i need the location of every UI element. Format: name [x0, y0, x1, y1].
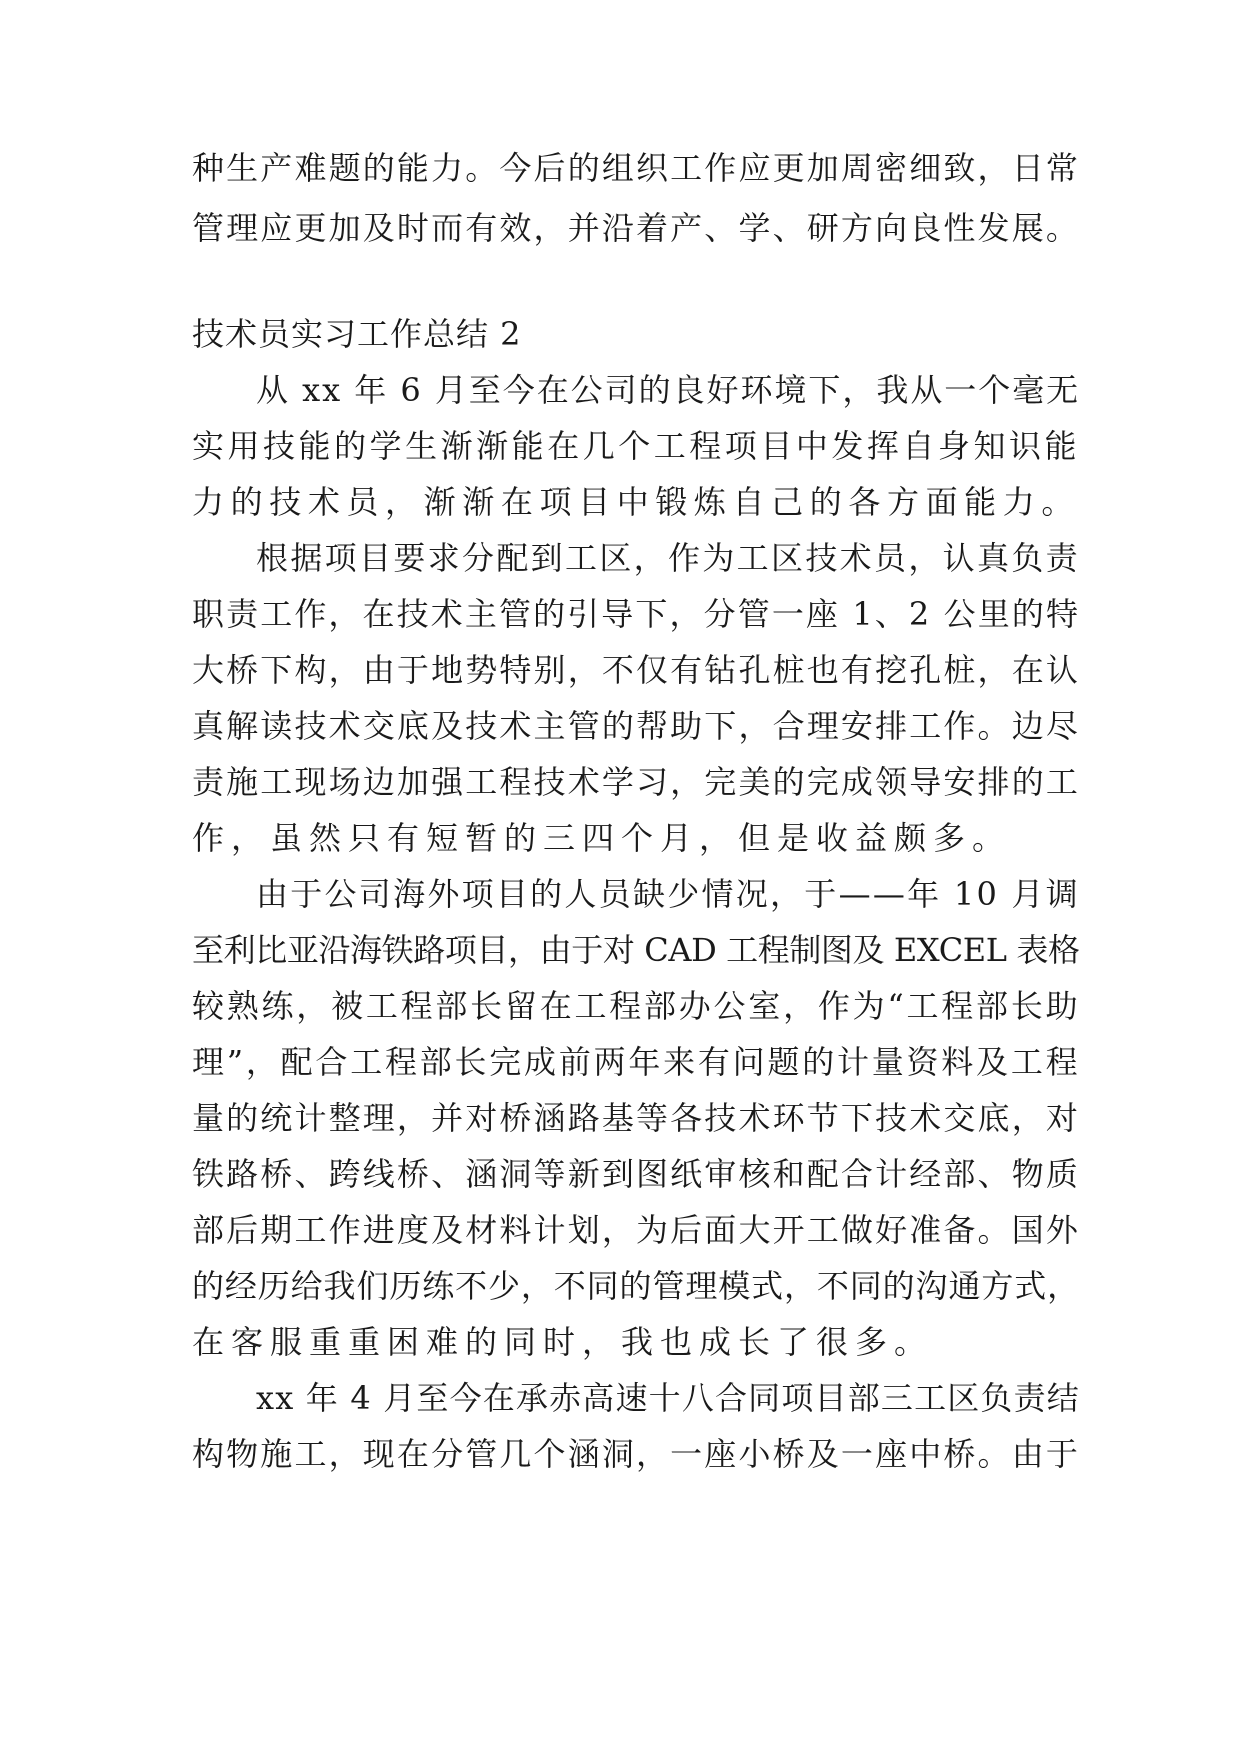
paragraph-4-line-2: 构物施工，现在分管几个涵洞，一座小桥及一座中桥。由于	[192, 1435, 1081, 1473]
intro-line-2: 管理应更加及时而有效，并沿着产、学、研方向良性发展。	[192, 209, 1081, 247]
paragraph-3-line-6: 铁路桥、跨线桥、涵洞等新到图纸审核和配合计经部、物质	[192, 1155, 1081, 1193]
paragraph-1-line-1: 从 xx 年 6 月至今在公司的良好环境下，我从一个毫无	[256, 371, 1081, 409]
paragraph-1-line-2: 实用技能的学生渐渐能在几个工程项目中发挥自身知识能	[192, 427, 1081, 465]
paragraph-1-line-3: 力的技术员，渐渐在项目中锻炼自己的各方面能力。	[192, 483, 1081, 521]
paragraph-2-line-3: 大桥下构，由于地势特别，不仅有钻孔桩也有挖孔桩，在认	[192, 651, 1081, 689]
paragraph-3-line-5: 量的统计整理，并对桥涵路基等各技术环节下技术交底，对	[192, 1099, 1081, 1137]
intro-line-1: 种生产难题的能力。今后的组织工作应更加周密细致，日常	[192, 149, 1081, 187]
paragraph-4-line-1: xx 年 4 月至今在承赤高速十八合同项目部三工区负责结	[256, 1379, 1080, 1417]
section-title: 技术员实习工作总结 2	[192, 315, 522, 353]
paragraph-3-line-7: 部后期工作进度及材料计划，为后面大开工做好准备。国外	[192, 1211, 1081, 1249]
paragraph-3-line-9: 在客服重重困难的同时，我也成长了很多。	[192, 1323, 934, 1361]
paragraph-2-line-2: 职责工作，在技术主管的引导下，分管一座 1、2 公里的特	[192, 595, 1081, 633]
paragraph-2-line-1: 根据项目要求分配到工区，作为工区技术员，认真负责	[256, 539, 1081, 577]
paragraph-3-line-2: 至利比亚沿海铁路项目，由于对 CAD 工程制图及 EXCEL 表格	[192, 931, 1080, 969]
paragraph-3-line-4: 理”，配合工程部长完成前两年来有问题的计量资料及工程	[192, 1043, 1081, 1081]
paragraph-3-line-1: 由于公司海外项目的人员缺少情况，于——年 10 月调	[256, 875, 1081, 913]
paragraph-2-line-5: 责施工现场边加强工程技术学习，完美的完成领导安排的工	[192, 763, 1081, 801]
paragraph-3-line-8: 的经历给我们历练不少，不同的管理模式，不同的沟通方式，	[192, 1267, 1081, 1305]
paragraph-3-line-3: 较熟练，被工程部长留在工程部办公室，作为“工程部长助	[192, 987, 1081, 1025]
paragraph-2-line-4: 真解读技术交底及技术主管的帮助下，合理安排工作。边尽	[192, 707, 1081, 745]
paragraph-2-line-6: 作，虽然只有短暂的三四个月，但是收益颇多。	[192, 819, 1012, 857]
